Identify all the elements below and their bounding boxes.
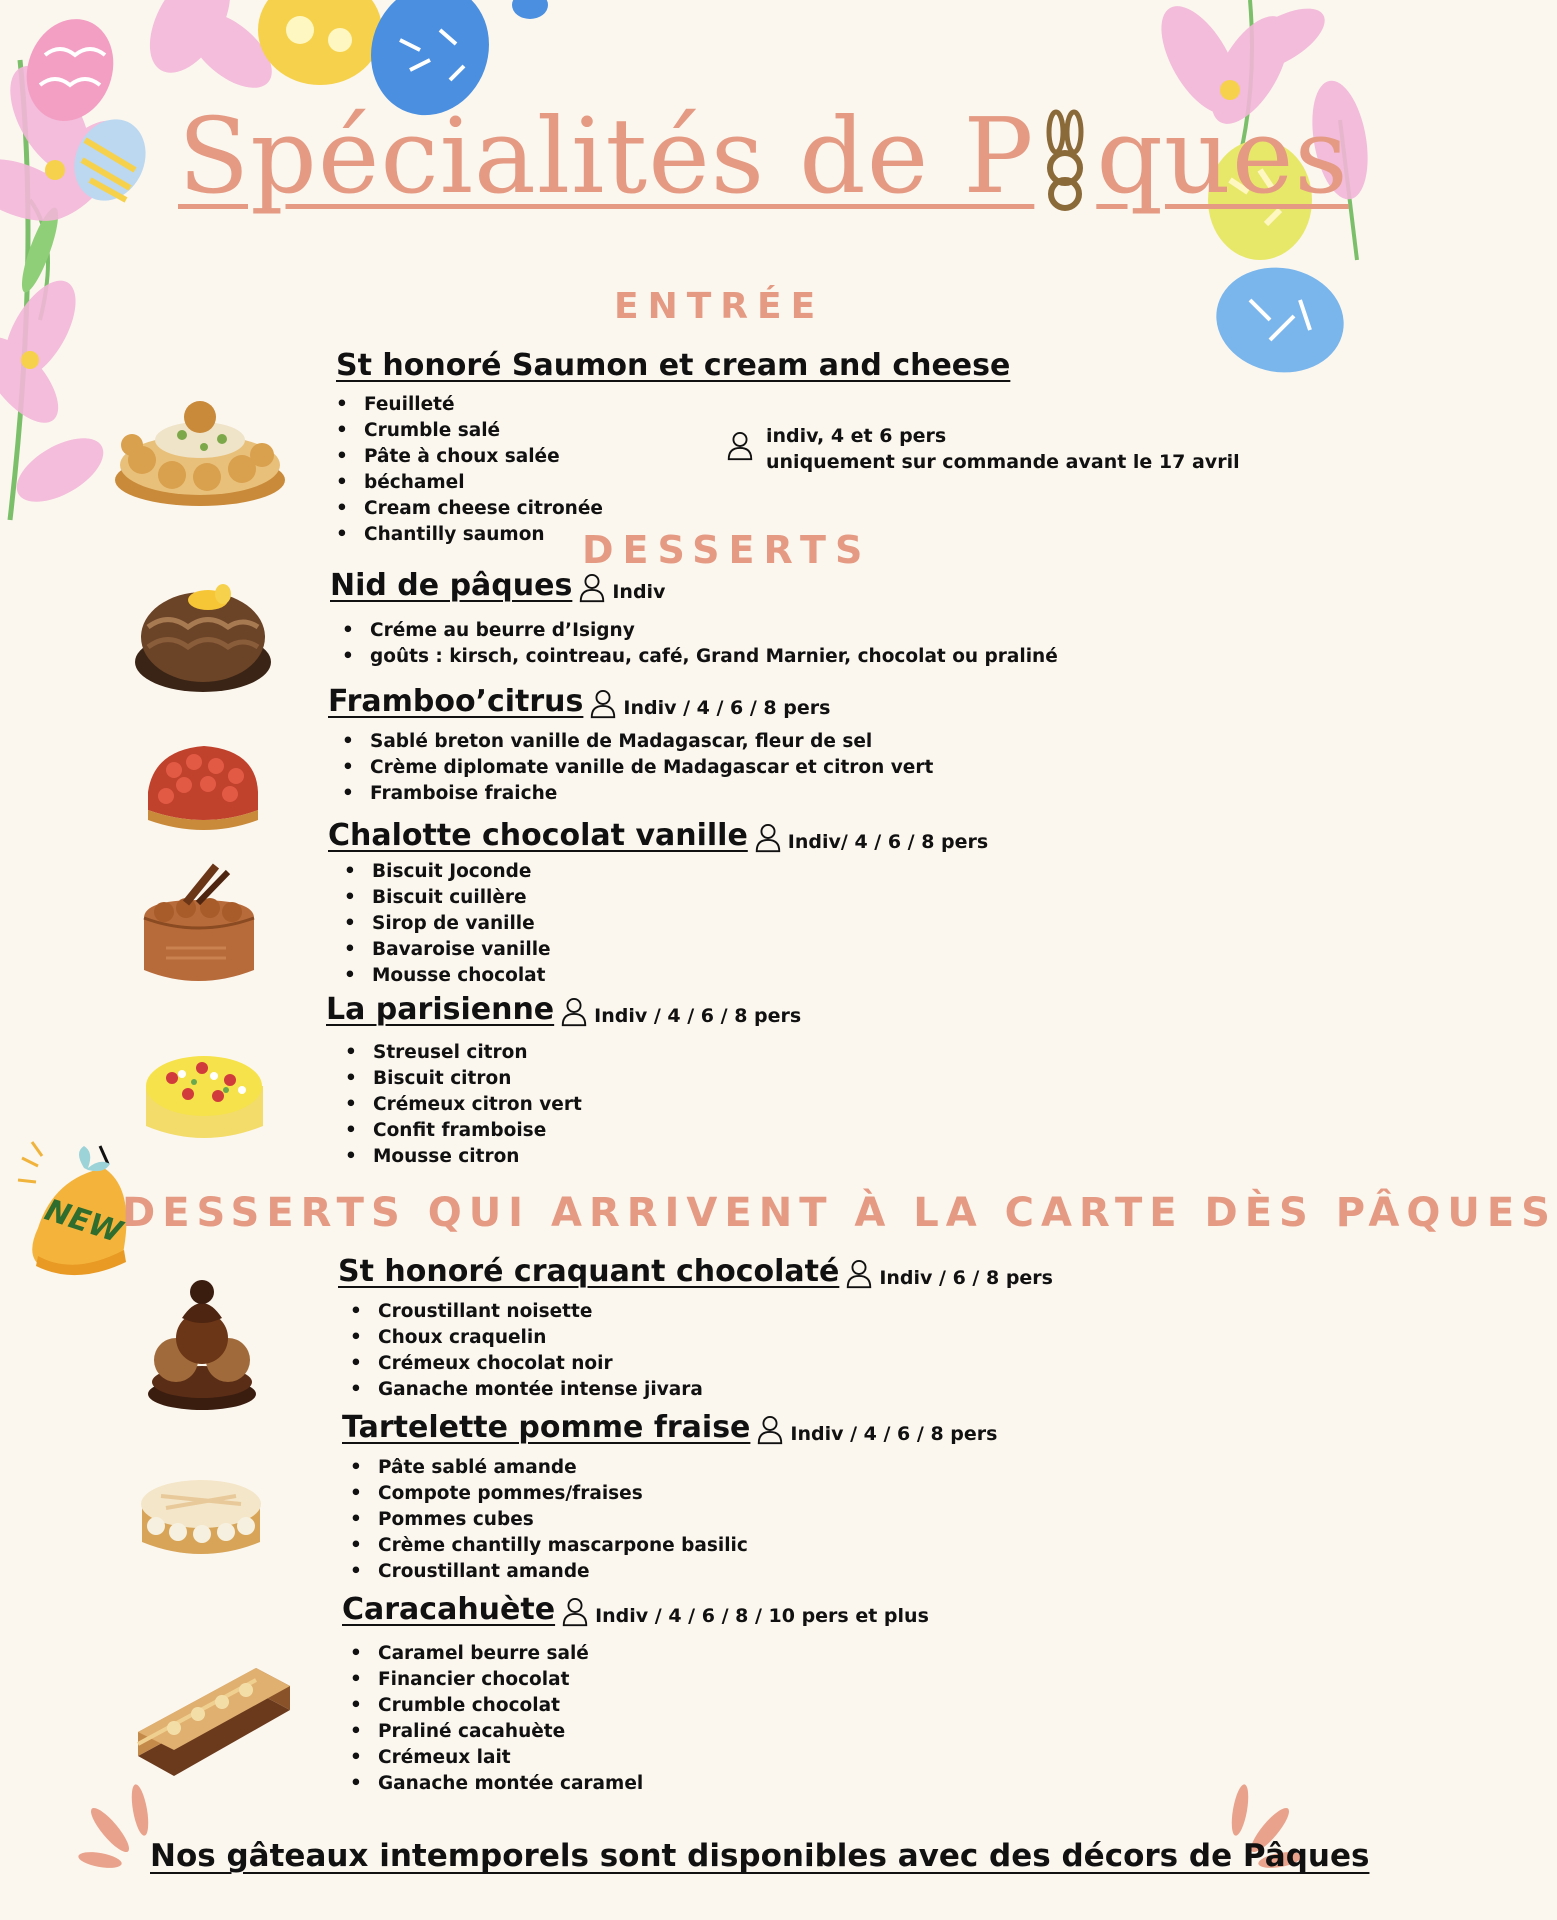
entree-order-note: uniquement sur commande avant le 17 avril [766,451,1240,473]
portion-text: Indiv / 4 / 6 / 8 pers [623,697,831,719]
section-title-new-desserts: DESSERTS QUI ARRIVENT À LA CARTE DÈS PÂQUES [122,1190,1557,1236]
dessert-2-ingredients [338,729,933,807]
dessert-1-header [330,568,665,603]
list-item: • Crémeux chocolat noir [346,1351,703,1377]
section-title-desserts: DESSERTS [582,528,872,572]
portion-text: Indiv / 4 / 6 / 8 pers [790,1423,998,1445]
new-dessert-3-header [342,1592,929,1627]
portion-text: Indiv [612,581,666,603]
new-dessert-1-header [338,1254,1053,1289]
new-dessert-2-ingredients [346,1455,748,1585]
list-item: • Biscuit citron [341,1066,582,1092]
page-title [178,95,1349,217]
person-icon [754,823,782,853]
list-item: • Compote pommes/fraises [346,1481,748,1507]
list-item: • Confit framboise [341,1118,582,1144]
new-bell-badge [14,1138,134,1284]
footer-note: Nos gâteaux intemporels sont disponibles avec des décors de Pâques [150,1838,1370,1874]
list-item: • Crumble salé [332,418,603,444]
dessert-4-ingredients [341,1040,582,1170]
dessert-title: La parisienne [326,992,555,1027]
list-item: • Chantilly saumon [332,522,603,548]
list-item: • Bavaroise vanille [340,937,551,963]
list-item: • goûts : kirsch, cointreau, café, Grand Marnier, chocolat ou praliné [338,644,1058,670]
dessert-title: Framboo’citrus [328,684,584,719]
dessert-2-header [328,684,830,719]
person-icon [845,1259,873,1289]
list-item: • Biscuit Joconde [340,859,551,885]
person-icon [756,1415,784,1445]
dish-image-caracahuete [134,1652,294,1792]
list-item: • Crémeux citron vert [341,1092,582,1118]
dish-image-chalotte-chocolat-vanille [136,858,261,993]
list-item: • Pommes cubes [346,1507,748,1533]
list-item: • Ganache montée caramel [346,1771,643,1797]
list-item: • Crème chantilly mascarpone basilic [346,1533,748,1559]
dish-image-st-honore-saumon [112,395,287,510]
title-text-before: Spécialités de P [178,95,1035,217]
person-icon [589,689,617,719]
dessert-title: Tartelette pomme fraise [342,1410,751,1445]
list-item: • Sirop de vanille [340,911,551,937]
new-dessert-3-ingredients [346,1641,643,1796]
list-item: • Croustillant noisette [346,1299,703,1325]
dish-image-tartelette-pomme-fraise [136,1466,266,1570]
title-text-after: ques [1096,95,1349,217]
list-item: • Ganache montée intense jivara [346,1377,703,1403]
portion-text: Indiv / 6 / 8 pers [879,1267,1053,1289]
portion-text: Indiv/ 4 / 6 / 8 pers [787,831,989,853]
list-item: • Caramel beurre salé [346,1641,643,1667]
bunny-letter-icon [1034,95,1096,217]
portion-text: Indiv / 4 / 6 / 8 / 10 pers et plus [595,1605,929,1627]
dish-image-la-parisienne [142,1046,267,1151]
list-item: • Créme au beurre d’Isigny [338,618,1058,644]
list-item: • Choux craquelin [346,1325,703,1351]
entree-ingredient-list [332,392,603,547]
person-icon [561,1597,589,1627]
list-item: • Crumble chocolat [346,1693,643,1719]
list-item: • Framboise fraiche [338,781,933,807]
list-item: • Praliné cacahuète [346,1719,643,1745]
list-item: • Mousse citron [341,1144,582,1170]
entree-portion: indiv, 4 et 6 pers [766,425,947,447]
person-icon [726,431,754,461]
list-item: • Pâte sablé amande [346,1455,748,1481]
entree-title: St honoré Saumon et cream and cheese [336,348,1011,383]
section-title-entree: ENTRÉE [614,286,825,327]
dish-image-nid-de-paques [133,582,273,694]
dish-image-st-honore-craquant-chocolate [146,1278,258,1412]
list-item: • Sablé breton vanille de Madagascar, fleur de sel [338,729,933,755]
list-item: • Financier chocolat [346,1667,643,1693]
person-icon [578,573,606,603]
list-item: • Cream cheese citronée [332,496,603,522]
dessert-3-ingredients [340,859,551,989]
list-item: • Feuilleté [332,392,603,418]
new-label: NEW [40,1192,127,1251]
list-item: • Crémeux lait [346,1745,643,1771]
new-dessert-1-ingredients [346,1299,703,1403]
dessert-4-header [326,992,801,1027]
list-item: • Pâte à choux salée [332,444,603,470]
list-item: • béchamel [332,470,603,496]
list-item: • Mousse chocolat [340,963,551,989]
dessert-title: Nid de pâques [330,568,573,603]
dessert-3-header [328,818,988,853]
person-icon [560,997,588,1027]
dish-image-framboo-citrus [144,740,262,832]
dessert-1-ingredients [338,618,1058,670]
list-item: • Streusel citron [341,1040,582,1066]
portion-text: Indiv / 4 / 6 / 8 pers [594,1005,802,1027]
list-item: • Crème diplomate vanille de Madagascar et citron vert [338,755,933,781]
dessert-title: St honoré craquant chocolaté [338,1254,840,1289]
dessert-title: Caracahuète [342,1592,556,1627]
list-item: • Croustillant amande [346,1559,748,1585]
new-dessert-2-header [342,1410,997,1445]
dessert-title: Chalotte chocolat vanille [328,818,748,853]
list-item: • Biscuit cuillère [340,885,551,911]
